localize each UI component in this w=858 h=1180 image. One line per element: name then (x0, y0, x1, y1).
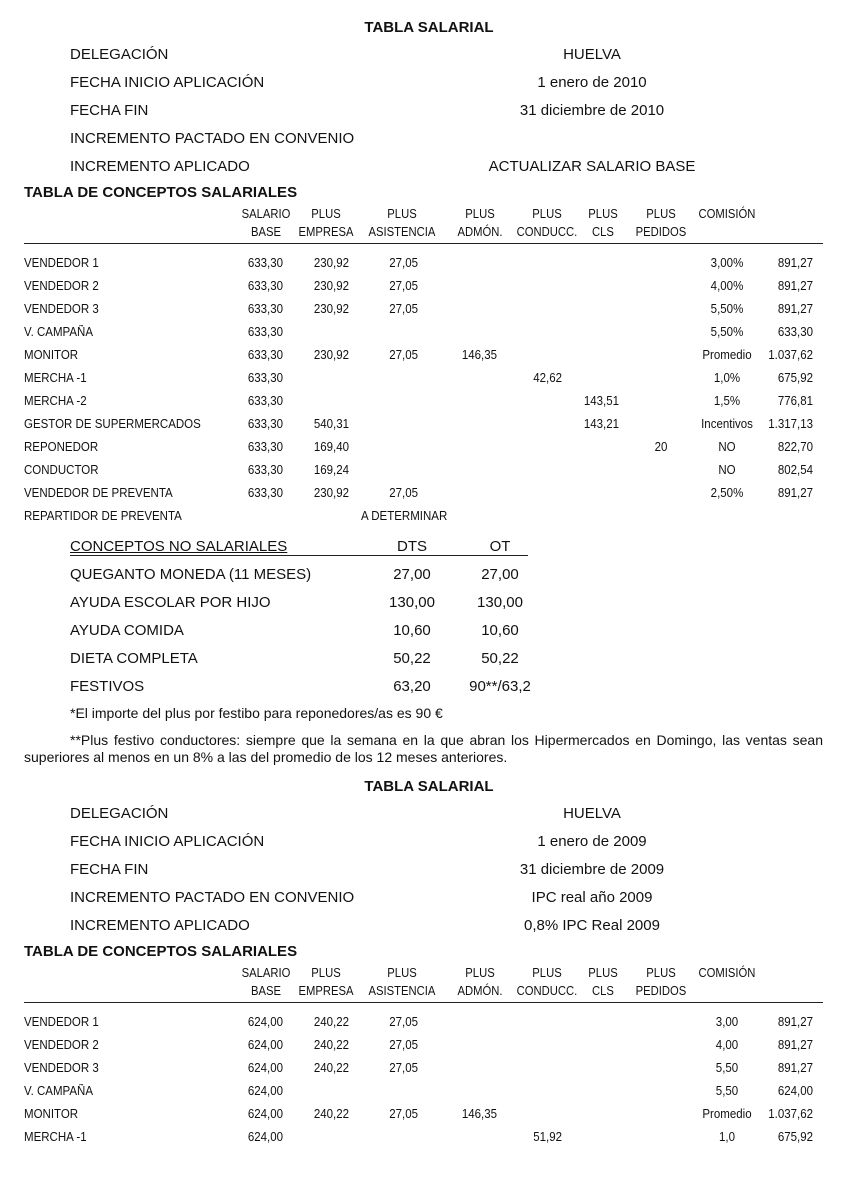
table-title: TABLA SALARIAL (364, 19, 494, 36)
header-label: FECHA INICIO APLICACIÓN (70, 833, 265, 850)
cell-base: 633,30 (247, 371, 283, 385)
cell-asistencia: 27,05 (389, 1015, 418, 1029)
cell-base: 633,30 (247, 348, 283, 362)
column-header-line2: BASE (250, 225, 282, 239)
cell-empresa: 230,92 (313, 256, 349, 270)
section-title: TABLA DE CONCEPTOS SALARIALES (24, 943, 298, 960)
header-label: FECHA FIN (70, 102, 149, 119)
row-label: V. CAMPAÑA (24, 1084, 94, 1098)
cell-asistencia: 27,05 (389, 256, 418, 270)
non-salary-label: DIETA COMPLETA (70, 650, 198, 667)
non-salary-ot: 130,00 (477, 594, 523, 611)
cell-comision: Promedio (702, 1107, 752, 1121)
cell-base: 633,30 (247, 417, 283, 431)
cell-base: 624,00 (247, 1061, 283, 1075)
column-header-line2: CONDUCC. (516, 225, 578, 239)
header-value: 1 enero de 2010 (537, 74, 647, 91)
cell-cls: 143,21 (583, 417, 619, 431)
cell-total: 891,27 (777, 256, 813, 270)
header-label: FECHA FIN (70, 861, 149, 878)
column-header-line2: CLS (592, 225, 614, 239)
table-title: TABLA SALARIAL (364, 778, 494, 795)
header-label: FECHA INICIO APLICACIÓN (70, 74, 265, 91)
non-salary-label: QUEGANTO MONEDA (11 MESES) (70, 566, 312, 583)
column-header-line1: PLUS (465, 966, 495, 980)
non-salary-ot: 90**/63,2 (469, 678, 531, 695)
header-label: INCREMENTO APLICADO (70, 158, 250, 175)
cell-comision: 2,50% (710, 486, 744, 500)
cell-base: 624,00 (247, 1084, 283, 1098)
column-header-line1: PLUS (588, 966, 618, 980)
cell-asistencia: 27,05 (389, 1038, 418, 1052)
header-value: 1 enero de 2009 (537, 833, 647, 850)
cell-base: 633,30 (247, 394, 283, 408)
column-header-line2: PEDIDOS (635, 225, 687, 239)
column-header-line2: CONDUCC. (516, 984, 578, 998)
cell-total: 1.317,13 (768, 417, 813, 431)
cell-base: 633,30 (247, 463, 283, 477)
cell-comision: 5,50% (710, 302, 744, 316)
non-salary-dts: 50,22 (393, 650, 431, 667)
cell-comision: 3,00 (715, 1015, 739, 1029)
cell-comision: 1,0% (713, 371, 741, 385)
cell-comision: 3,00% (710, 256, 744, 270)
cell-comision: NO (718, 440, 736, 454)
row-label: VENDEDOR 2 (24, 279, 99, 293)
cell-base: 633,30 (247, 440, 283, 454)
cell-total: 891,27 (777, 1038, 813, 1052)
cell-comision: NO (718, 463, 736, 477)
non-salary-ot: 27,00 (481, 566, 519, 583)
header-value: 31 diciembre de 2010 (519, 102, 665, 119)
cell-base: 633,30 (247, 302, 283, 316)
column-header-line1: PLUS (646, 966, 676, 980)
cell-comision: 4,00 (715, 1038, 739, 1052)
non-salary-label: AYUDA ESCOLAR POR HIJO (70, 594, 271, 611)
column-header-line1: PLUS (311, 966, 341, 980)
cell-comision: 5,50 (715, 1084, 739, 1098)
column-header-line2: CLS (592, 984, 614, 998)
row-label: VENDEDOR 1 (24, 256, 99, 270)
non-salary-dts: 27,00 (393, 566, 431, 583)
row-label: MERCHA -1 (24, 1130, 87, 1144)
non-salary-header: CONCEPTOS NO SALARIALES (70, 538, 288, 555)
cell-comision: 1,5% (713, 394, 741, 408)
cell-base: 624,00 (247, 1107, 283, 1121)
cell-comision: Incentivos (701, 417, 753, 431)
column-header-line2: ADMÓN. (457, 984, 503, 998)
footnote-2: **Plus festivo conductores: siempre que la semana en la que abran los Hipermercados en Domingo, las ventas sean superiores al menos en un 8% a las del promedio de los 12 meses anteriores. (24, 732, 823, 765)
cell-empresa: 230,92 (313, 302, 349, 316)
cell-empresa: 540,31 (313, 417, 349, 431)
cell-empresa: 230,92 (313, 348, 349, 362)
row-label: REPONEDOR (24, 440, 99, 454)
cell-base: 624,00 (247, 1130, 283, 1144)
row-label: MERCHA -2 (24, 394, 87, 408)
cell-comision: 5,50% (710, 325, 744, 339)
column-header-line1: PLUS (532, 966, 562, 980)
cell-total: 802,54 (777, 463, 813, 477)
header-value: 0,8% IPC Real 2009 (524, 917, 660, 934)
column-header-line1: COMISIÓN (698, 966, 756, 980)
cell-asistencia: 27,05 (389, 279, 418, 293)
cell-total: 891,27 (777, 486, 813, 500)
cell-admon: 146,35 (461, 348, 497, 362)
column-header-line2: PEDIDOS (635, 984, 687, 998)
column-header-line2: ASISTENCIA (368, 984, 436, 998)
column-header-line1: PLUS (646, 207, 676, 221)
row-label: VENDEDOR DE PREVENTA (24, 486, 173, 500)
footnote-1: *El importe del plus por festibo para reponedores/as es 90 € (70, 705, 443, 721)
row-label: REPARTIDOR DE PREVENTA (24, 509, 182, 523)
row-label: VENDEDOR 3 (24, 1061, 99, 1075)
cell-empresa: 240,22 (313, 1038, 349, 1052)
cell-note: A DETERMINAR (361, 509, 448, 523)
cell-empresa: 230,92 (313, 279, 349, 293)
column-header-line1: PLUS (387, 966, 417, 980)
column-header-line1: PLUS (532, 207, 562, 221)
column-header-line2: EMPRESA (298, 984, 354, 998)
header-value: IPC real año 2009 (531, 889, 653, 906)
cell-base: 633,30 (247, 486, 283, 500)
header-value: 31 diciembre de 2009 (519, 861, 665, 878)
column-header-line1: PLUS (387, 207, 417, 221)
column-header-line1: SALARIO (241, 966, 291, 980)
non-salary-ot: 10,60 (481, 622, 519, 639)
cell-comision: 5,50 (715, 1061, 739, 1075)
header-value: HUELVA (563, 46, 621, 63)
column-header-line1: COMISIÓN (698, 207, 756, 221)
column-header-line2: ASISTENCIA (368, 225, 436, 239)
row-label: MONITOR (24, 348, 79, 362)
cell-asistencia: 27,05 (389, 1061, 418, 1075)
column-header-line2: ADMÓN. (457, 225, 503, 239)
cell-total: 675,92 (777, 371, 813, 385)
non-salary-label: FESTIVOS (70, 678, 145, 695)
cell-total: 891,27 (777, 302, 813, 316)
cell-total: 1.037,62 (768, 1107, 813, 1121)
cell-total: 633,30 (777, 325, 813, 339)
cell-admon: 146,35 (461, 1107, 497, 1121)
cell-base: 624,00 (247, 1015, 283, 1029)
cell-conducc: 51,92 (533, 1130, 562, 1144)
column-header-line1: PLUS (311, 207, 341, 221)
column-header-line1: PLUS (588, 207, 618, 221)
cell-comision: Promedio (702, 348, 752, 362)
row-label: VENDEDOR 2 (24, 1038, 99, 1052)
row-label: V. CAMPAÑA (24, 325, 94, 339)
non-salary-dts: 63,20 (393, 678, 431, 695)
cell-asistencia: 27,05 (389, 302, 418, 316)
cell-pedidos: 20 (654, 440, 668, 454)
header-rule (24, 243, 823, 244)
column-header-line2: EMPRESA (298, 225, 354, 239)
non-salary-underline (70, 555, 528, 556)
header-label: INCREMENTO APLICADO (70, 917, 250, 934)
cell-empresa: 169,40 (313, 440, 349, 454)
row-label: CONDUCTOR (24, 463, 99, 477)
header-label: INCREMENTO PACTADO EN CONVENIO (70, 889, 355, 906)
cell-asistencia: 27,05 (389, 1107, 418, 1121)
cell-empresa: 240,22 (313, 1015, 349, 1029)
column-header-line2: BASE (250, 984, 282, 998)
cell-total: 675,92 (777, 1130, 813, 1144)
header-value: ACTUALIZAR SALARIO BASE (488, 158, 696, 175)
row-label: VENDEDOR 1 (24, 1015, 99, 1029)
cell-asistencia: 27,05 (389, 348, 418, 362)
cell-base: 633,30 (247, 256, 283, 270)
cell-asistencia: 27,05 (389, 486, 418, 500)
section-title: TABLA DE CONCEPTOS SALARIALES (24, 184, 298, 201)
column-header-line1: SALARIO (241, 207, 291, 221)
cell-empresa: 240,22 (313, 1061, 349, 1075)
cell-total: 891,27 (777, 279, 813, 293)
non-salary-label: AYUDA COMIDA (70, 622, 184, 639)
non-salary-dts: 130,00 (389, 594, 435, 611)
column-header-line1: PLUS (465, 207, 495, 221)
cell-base: 624,00 (247, 1038, 283, 1052)
cell-total: 1.037,62 (768, 348, 813, 362)
cell-empresa: 169,24 (313, 463, 349, 477)
non-salary-header-ot: OT (489, 538, 511, 555)
cell-conducc: 42,62 (533, 371, 562, 385)
cell-total: 822,70 (777, 440, 813, 454)
row-label: VENDEDOR 3 (24, 302, 99, 316)
header-label: INCREMENTO PACTADO EN CONVENIO (70, 130, 355, 147)
cell-base: 633,30 (247, 279, 283, 293)
header-rule (24, 1002, 823, 1003)
non-salary-dts: 10,60 (393, 622, 431, 639)
cell-empresa: 230,92 (313, 486, 349, 500)
row-label: MONITOR (24, 1107, 79, 1121)
row-label: MERCHA -1 (24, 371, 87, 385)
cell-total: 776,81 (777, 394, 813, 408)
cell-comision: 4,00% (710, 279, 744, 293)
cell-base: 633,30 (247, 325, 283, 339)
cell-total: 891,27 (777, 1061, 813, 1075)
header-label: DELEGACIÓN (70, 805, 169, 822)
cell-total: 891,27 (777, 1015, 813, 1029)
non-salary-header-dts: DTS (397, 538, 427, 555)
cell-cls: 143,51 (583, 394, 619, 408)
header-value: HUELVA (563, 805, 621, 822)
non-salary-ot: 50,22 (481, 650, 519, 667)
row-label: GESTOR DE SUPERMERCADOS (24, 417, 201, 431)
header-label: DELEGACIÓN (70, 46, 169, 63)
cell-total: 624,00 (777, 1084, 813, 1098)
cell-comision: 1,0 (718, 1130, 735, 1144)
cell-empresa: 240,22 (313, 1107, 349, 1121)
